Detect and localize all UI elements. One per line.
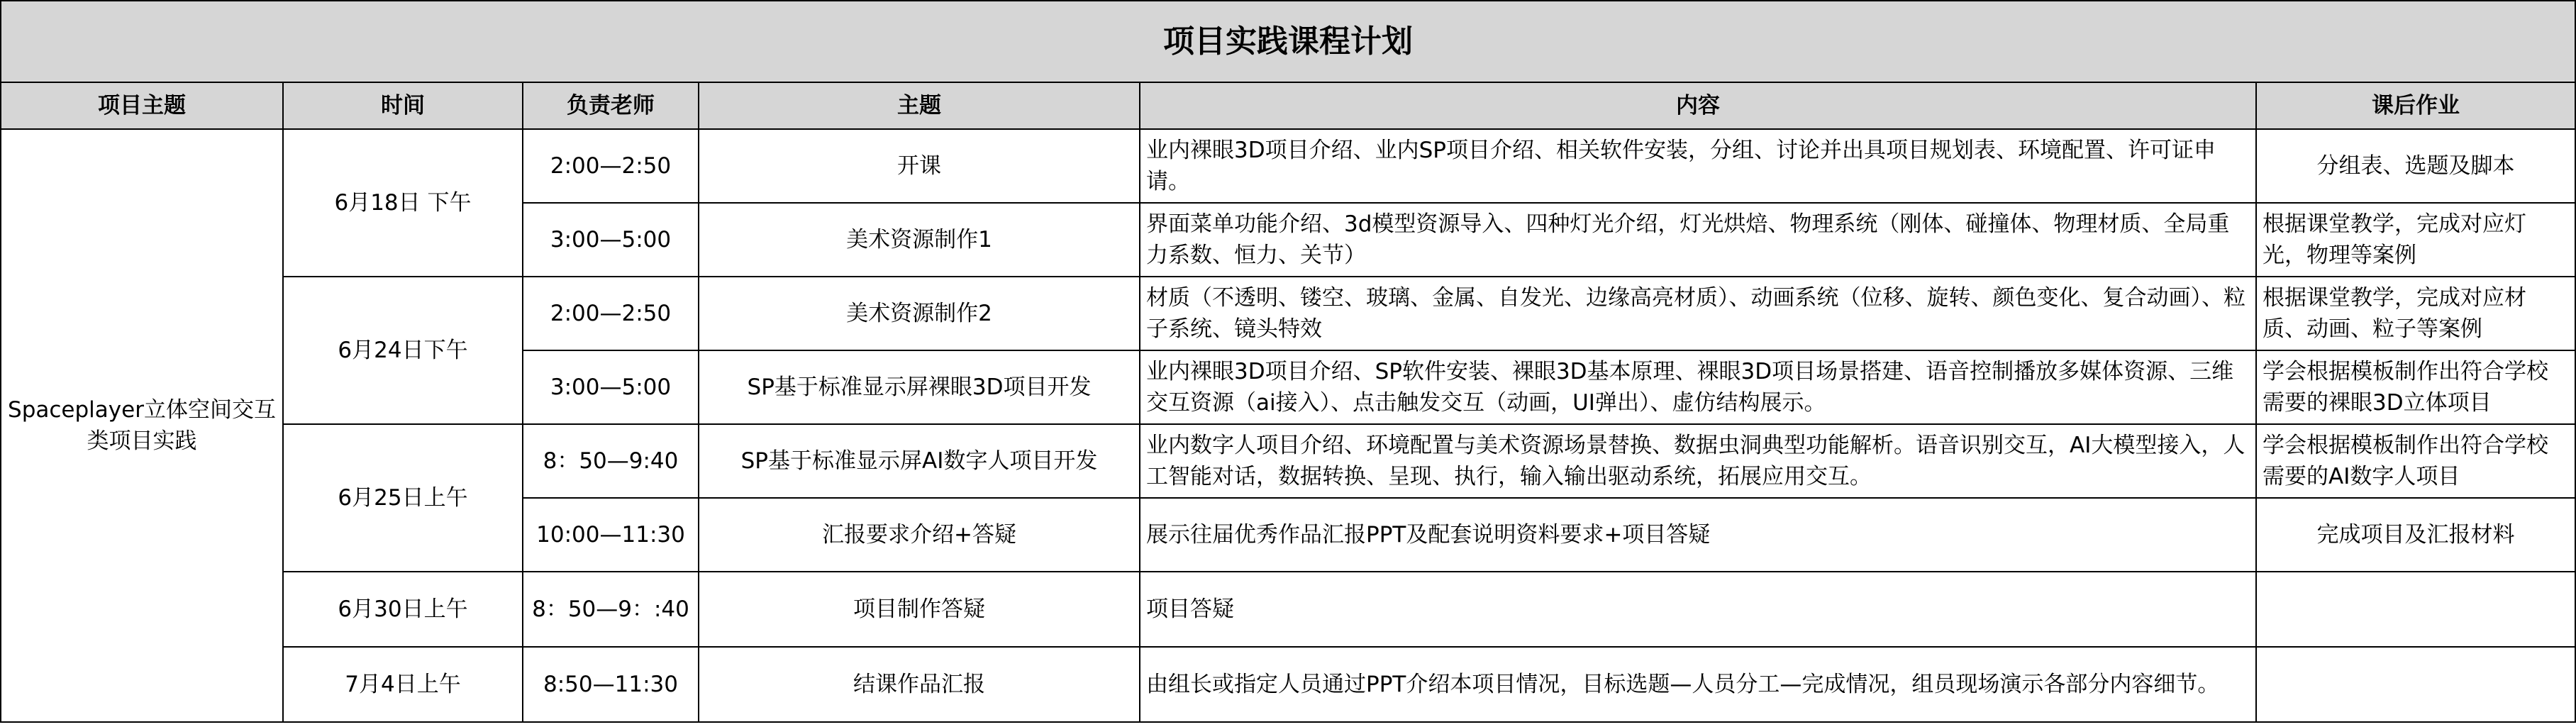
header-topic: 主题 xyxy=(699,82,1140,129)
page-title: 项目实践课程计划 xyxy=(1,1,2575,82)
project-name-cell: Spaceplayer立体空间交互类项目实践 xyxy=(1,129,283,722)
table-row xyxy=(1,424,2575,498)
table-row xyxy=(1,277,2575,350)
teacher-cell: 3:00—5:00 xyxy=(523,350,699,424)
date-cell: 7月4日上午 xyxy=(283,647,523,722)
date-cell: 6月25日上午 xyxy=(283,424,523,572)
topic-cell: SP基于标准显示屏裸眼3D项目开发 xyxy=(699,350,1140,424)
teacher-cell: 8:50—11:30 xyxy=(523,647,699,722)
content-cell: 展示往届优秀作品汇报PPT及配套说明资料要求+项目答疑 xyxy=(1140,498,2256,572)
homework-cell: 完成项目及汇报材料 xyxy=(2256,498,2575,572)
content-cell: 材质（不透明、镂空、玻璃、金属、自发光、边缘高亮材质）、动画系统（位移、旋转、颜色变化、复合动画）、粒子系统、镜头特效 xyxy=(1140,277,2256,350)
topic-cell: 美术资源制作1 xyxy=(699,203,1140,277)
homework-cell: 分组表、选题及脚本 xyxy=(2256,129,2575,203)
topic-cell: 结课作品汇报 xyxy=(699,647,1140,722)
date-cell: 6月24日下午 xyxy=(283,277,523,424)
homework-cell xyxy=(2256,572,2575,647)
header-homework: 课后作业 xyxy=(2256,82,2575,129)
header-project: 项目主题 xyxy=(1,82,283,129)
header-teacher: 负责老师 xyxy=(523,82,699,129)
date-cell: 6月30日上午 xyxy=(283,572,523,647)
homework-cell: 根据课堂教学，完成对应材质、动画、粒子等案例 xyxy=(2256,277,2575,350)
teacher-cell: 2:00—2:50 xyxy=(523,277,699,350)
teacher-cell: 10:00—11:30 xyxy=(523,498,699,572)
topic-cell: 开课 xyxy=(699,129,1140,203)
content-cell: 业内数字人项目介绍、环境配置与美术资源场景替换、数据虫洞典型功能解析。语音识别交互，AI大模型接入，人工智能对话，数据转换、呈现、执行，输入输出驱动系统，拓展应用交互。 xyxy=(1140,424,2256,498)
topic-cell: 汇报要求介绍+答疑 xyxy=(699,498,1140,572)
homework-cell xyxy=(2256,647,2575,722)
table-row xyxy=(1,647,2575,722)
header-content: 内容 xyxy=(1140,82,2256,129)
topic-cell: SP基于标准显示屏AI数字人项目开发 xyxy=(699,424,1140,498)
content-cell: 业内裸眼3D项目介绍、业内SP项目介绍、相关软件安装，分组、讨论并出具项目规划表、环境配置、许可证申请。 xyxy=(1140,129,2256,203)
content-cell: 界面菜单功能介绍、3d模型资源导入、四种灯光介绍，灯光烘焙、物理系统（刚体、碰撞体、物理材质、全局重力系数、恒力、关节） xyxy=(1140,203,2256,277)
topic-cell: 美术资源制作2 xyxy=(699,277,1140,350)
homework-cell: 根据课堂教学，完成对应灯光，物理等案例 xyxy=(2256,203,2575,277)
homework-cell: 学会根据模板制作出符合学校需要的AI数字人项目 xyxy=(2256,424,2575,498)
table-row xyxy=(1,129,2575,203)
homework-cell: 学会根据模板制作出符合学校需要的裸眼3D立体项目 xyxy=(2256,350,2575,424)
teacher-cell: 3:00—5:00 xyxy=(523,203,699,277)
teacher-cell: 8：50—9:40 xyxy=(523,424,699,498)
content-cell: 项目答疑 xyxy=(1140,572,2256,647)
content-cell: 由组长或指定人员通过PPT介绍本项目情况，目标选题—人员分工—完成情况，组员现场演示各部分内容细节。 xyxy=(1140,647,2256,722)
content-cell: 业内裸眼3D项目介绍、SP软件安装、裸眼3D基本原理、裸眼3D项目场景搭建、语音控制播放多媒体资源、三维交互资源（ai接入）、点击触发交互（动画，UI弹出）、虚仿结构展示。 xyxy=(1140,350,2256,424)
date-cell: 6月18日 下午 xyxy=(283,129,523,277)
teacher-cell: 2:00—2:50 xyxy=(523,129,699,203)
header-time: 时间 xyxy=(283,82,523,129)
table-row xyxy=(1,572,2575,647)
teacher-cell: 8：50—9：:40 xyxy=(523,572,699,647)
topic-cell: 项目制作答疑 xyxy=(699,572,1140,647)
